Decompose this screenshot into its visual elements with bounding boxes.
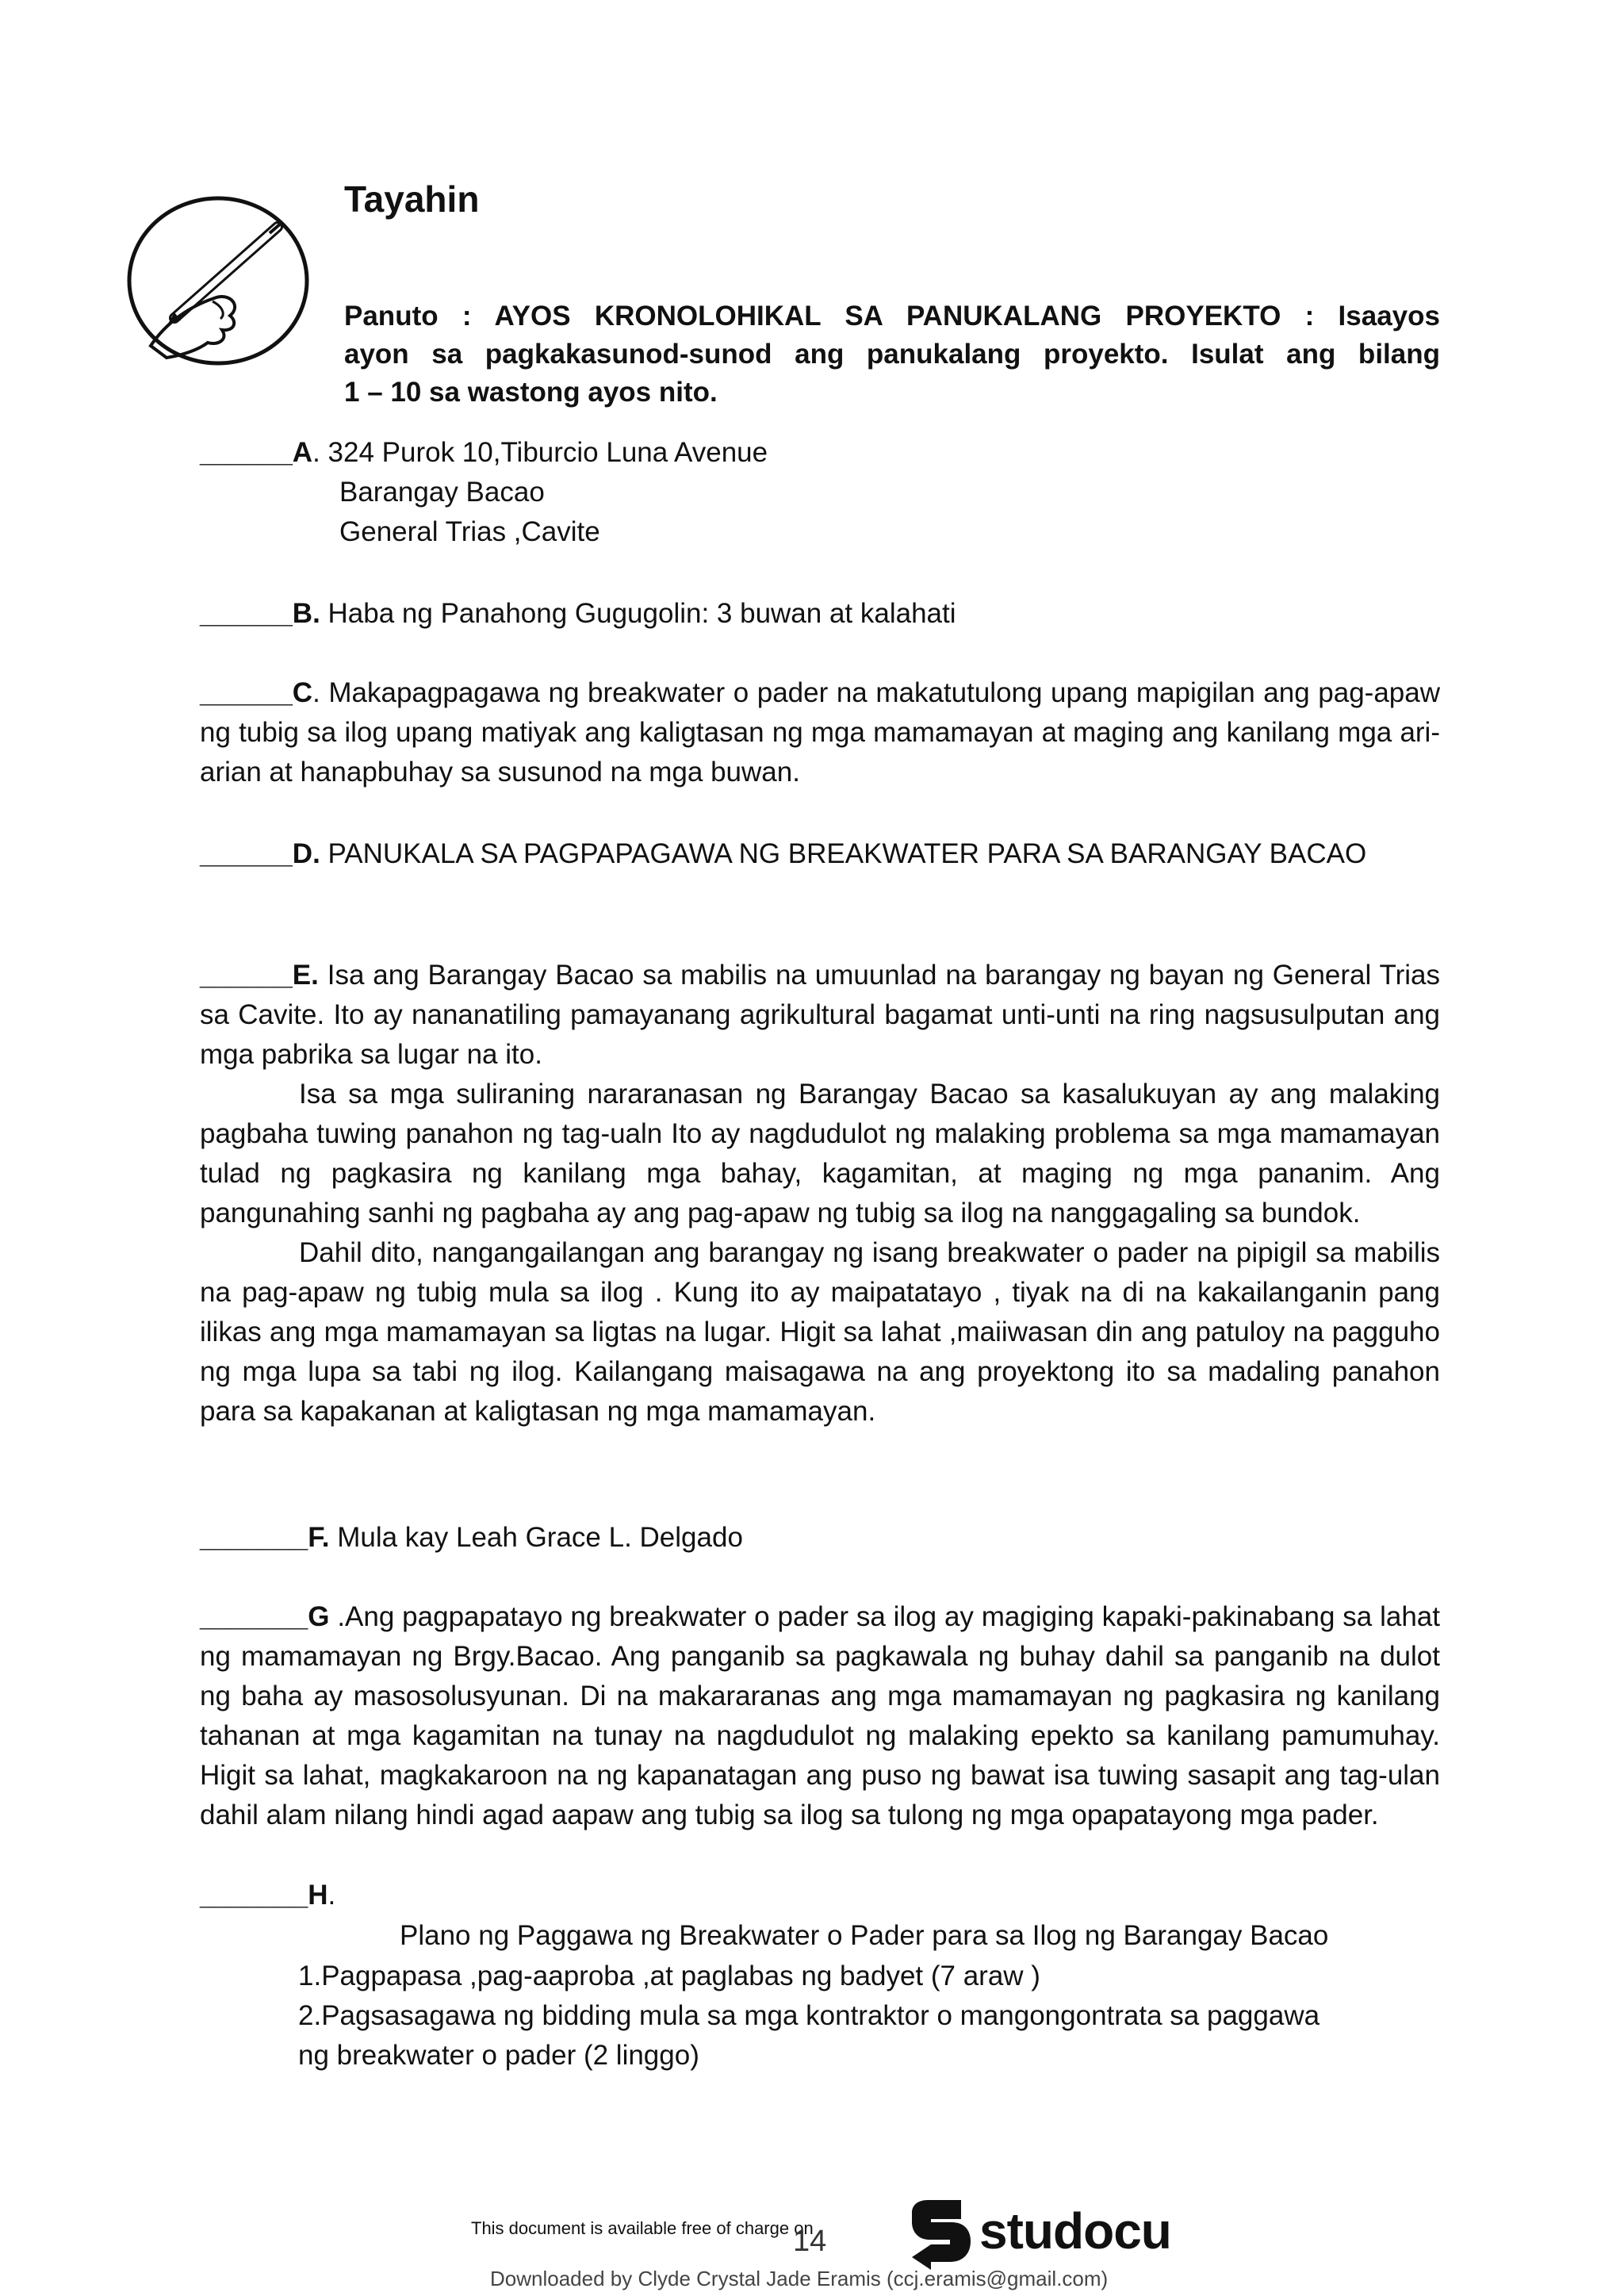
item-g-text: .Ang pagpapatayo ng breakwater o pader sa ilog ay magiging kapaki-pakinabang sa lahat ng mamamayan ng Brgy.Bacao. Ang panganib sa pagkawala ng buhay dahil sa panganib na dulot ng baha ay masosolusyunan. Di na makararanas ang mga mamamayan ng pagkasira ng kanilang tahanan at mga kagamitan na tunay na nagdudulot ng malaking epekto sa kanilang pamumuhay. Higit sa lahat, magkakaroon na ng kapanatagan ang puso ng bawat isa tuwing sasapit ang tag-ulan dahil alam nilang hindi agad aapaw ang tubig sa ilog sa tulong ng mga opapatayong mga pader. bbox=[200, 1601, 1440, 1830]
item-d-text: PANUKALA SA PAGPAPAGAWA NG BREAKWATER PARA SA BARANGAY BACAO bbox=[320, 838, 1367, 869]
item-f-label: F. bbox=[308, 1522, 330, 1553]
item-b bbox=[200, 594, 956, 634]
answer-blank-h[interactable]: _______ bbox=[200, 1880, 308, 1911]
item-a-line-3: General Trias ,Cavite bbox=[339, 516, 600, 547]
plan-step-2-line-1: 2.Pagsasagawa ng bidding mula sa mga kontraktor o mangongontrata sa paggawa bbox=[298, 2000, 1320, 2031]
item-a-line-2: Barangay Bacao bbox=[339, 477, 545, 508]
answer-blank-a[interactable]: ______ bbox=[200, 437, 293, 468]
item-g bbox=[200, 1597, 1440, 1835]
item-a-label: A bbox=[292, 437, 313, 468]
item-e-paragraph-2: Isa sa mga suliraning nararanasan ng Barangay Bacao sa kasalukuyan ay ang malaking pagbaha tuwing panahon ng tag-ualn Ito ay nagdudulot ng malaking problema sa mga mamamayan tulad ng pagkasira ng kanilang mga bahay, kagamitan, at maging ng mga pananim. Ang pangunahing sanhi ng pagbaha ay ang pag-apaw ng tubig sa ilog na nanggagaling sa bundok. bbox=[200, 1079, 1440, 1228]
item-f-text: Mula kay Leah Grace L. Delgado bbox=[329, 1522, 743, 1553]
answer-blank-d[interactable]: ______ bbox=[200, 838, 293, 869]
pencil-hand-icon bbox=[119, 187, 313, 370]
item-b-text: Haba ng Panahong Gugugolin: 3 buwan at kalahati bbox=[320, 598, 956, 629]
item-f bbox=[200, 1518, 743, 1558]
studocu-logo-icon bbox=[904, 2198, 975, 2271]
item-e-paragraph-3: Dahil dito, nangangailangan ang barangay ng isang breakwater o pader na pipigil sa mabilis na pag-apaw ng tubig mula sa ilog . Kung ito ay maipatatayo , tiyak na di na kakailanganin pang ilikas ang mga mamamayan sa ligtas na lugar. Higit sa lahat ,maiiwasan din ang patuloy na pagguho ng mga lupa sa tabi ng ilog. Kailangang maisagawa na ang proyektong ito sa madaling panahon para sa kapakanan at kaligtasan ng mga mamamayan. bbox=[200, 1237, 1440, 1427]
item-b-label: B. bbox=[292, 598, 320, 629]
item-d bbox=[200, 834, 1440, 874]
item-g-label: G bbox=[308, 1601, 330, 1632]
footer-availability-note: This document is available free of charge on bbox=[471, 2218, 814, 2238]
footer-download-info: Downloaded by Clyde Crystal Jade Eramis (ccj.eramis@gmail.com) bbox=[490, 2267, 1109, 2290]
studocu-brand[interactable]: studocu bbox=[979, 2202, 1171, 2260]
item-e bbox=[200, 956, 1440, 1432]
item-a bbox=[200, 433, 768, 552]
instructions-line-1: Panuto : AYOS KRONOLOHIKAL SA PANUKALANG PROYEKTO : Isaayos bbox=[344, 301, 1440, 332]
answer-blank-f[interactable]: _______ bbox=[200, 1522, 308, 1553]
item-h-dot: . bbox=[327, 1880, 336, 1911]
page-number: 14 bbox=[793, 2225, 827, 2258]
plan-step-1: 1.Pagpapasa ,pag-aaproba ,at paglabas ng badyet (7 araw ) bbox=[298, 1961, 1040, 1991]
item-c-label: C bbox=[292, 677, 313, 708]
instructions-line-3: 1 – 10 sa wastong ayos nito. bbox=[344, 377, 718, 408]
instructions-line-2: ayon sa pagkakasunod-sunod ang panukalang proyekto. Isulat ang bilang bbox=[344, 339, 1440, 370]
plan-step-2-line-2: ng breakwater o pader (2 linggo) bbox=[298, 2040, 699, 2071]
item-h bbox=[200, 1876, 335, 1915]
item-e-label: E. bbox=[292, 960, 319, 991]
answer-blank-g[interactable]: _______ bbox=[200, 1601, 308, 1632]
plan-title: Plano ng Paggawa ng Breakwater o Pader para sa Ilog ng Barangay Bacao bbox=[400, 1920, 1329, 1951]
item-e-text: Isa ang Barangay Bacao sa mabilis na umuunlad na barangay ng bayan ng General Trias sa Cavite. Ito ay nananatiling pamayanang agrikultural bagamat unti-unti na ring nagsusulputan ang mga pabrika sa lugar na ito. bbox=[200, 960, 1440, 1070]
plan-step-2 bbox=[298, 1996, 1320, 2076]
answer-blank-c[interactable]: ______ bbox=[200, 677, 293, 708]
item-c bbox=[200, 673, 1440, 792]
page-title: Tayahin bbox=[344, 178, 480, 220]
instructions bbox=[344, 297, 1440, 412]
item-a-line-1: . 324 Purok 10,Tiburcio Luna Avenue bbox=[312, 437, 768, 468]
item-c-text: . Makapagpagawa ng breakwater o pader na makatutulong upang mapigilan ang pag-apaw ng tubig sa ilog upang matiyak ang kaligtasan ng mga mamamayan at maging ang kanilang mga ari-arian at hanapbuhay sa susunod na mga buwan. bbox=[200, 677, 1440, 788]
item-d-label: D. bbox=[292, 838, 320, 869]
answer-blank-e[interactable]: ______ bbox=[200, 960, 293, 991]
answer-blank-b[interactable]: ______ bbox=[200, 598, 293, 629]
item-h-label: H bbox=[308, 1880, 328, 1911]
